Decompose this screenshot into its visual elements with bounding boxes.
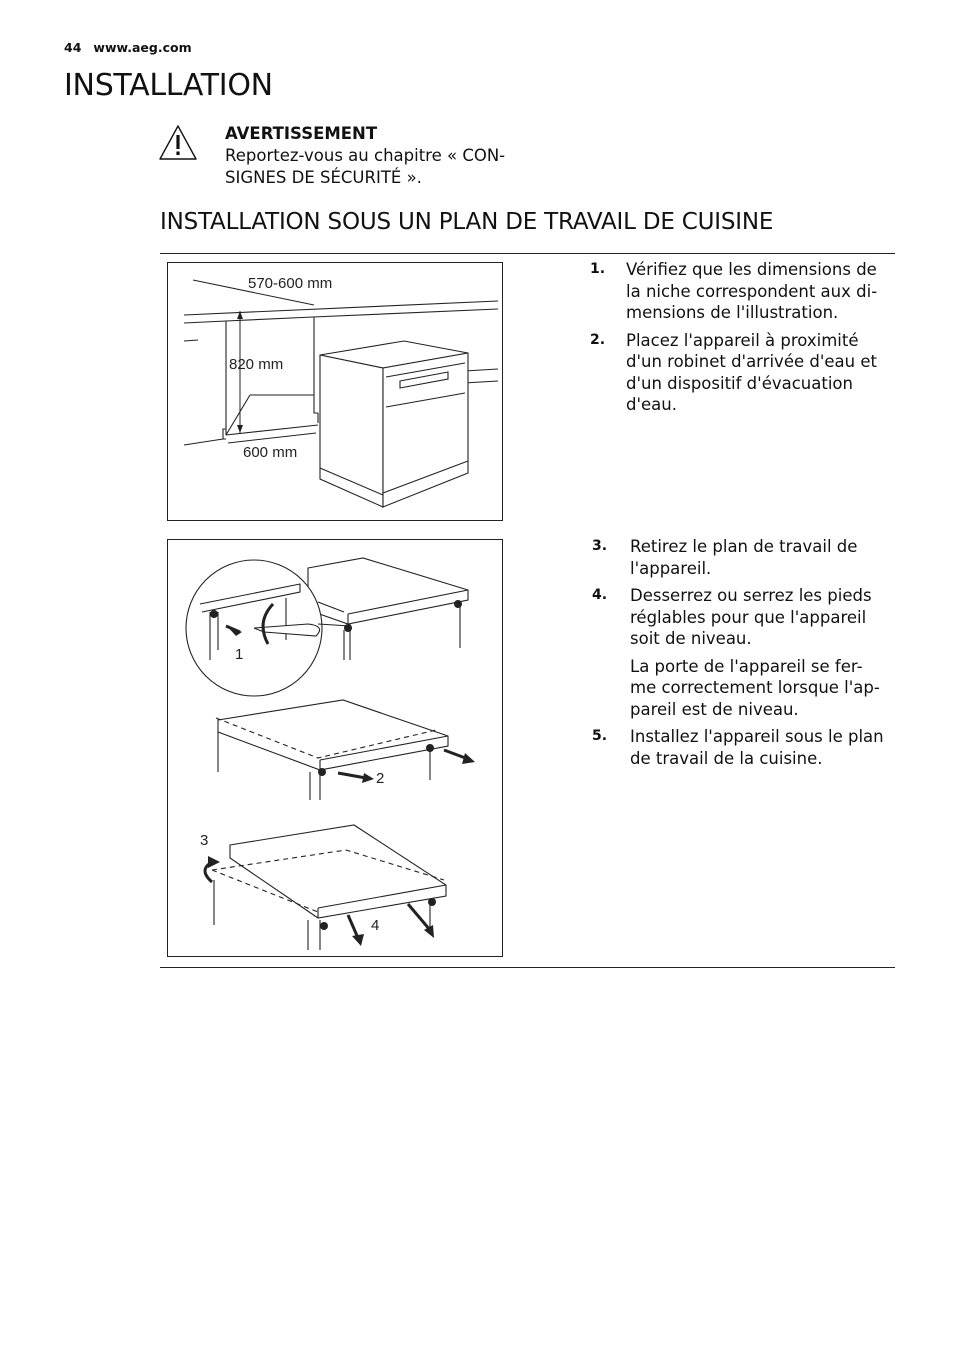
- depth-dimension-label: 600 mm: [243, 444, 298, 461]
- step-text-line: réglables pour que l'appareil: [630, 607, 867, 627]
- steps-group-a: [590, 259, 890, 422]
- step-label-4: 4: [371, 917, 380, 934]
- section-title: INSTALLATION SOUS UN PLAN DE TRAVAIL DE CUISINE: [160, 209, 774, 235]
- niche-dimensions-figure: [167, 262, 503, 521]
- step-4: [592, 585, 892, 650]
- step-text-line: l'appareil.: [630, 558, 712, 578]
- warning-body-line2: SIGNES DE SÉCURITÉ ».: [225, 168, 422, 187]
- step-5: [592, 726, 892, 769]
- step-number: 3.: [592, 538, 608, 554]
- step-number: 4.: [592, 587, 608, 603]
- section-bottom-rule: [160, 967, 895, 968]
- step-text-line: d'eau.: [626, 395, 677, 414]
- warning-body-line1: Reportez-vous au chapitre « CON-: [225, 146, 506, 165]
- step-2: [590, 330, 890, 416]
- step-number: 5.: [592, 728, 608, 744]
- step-text-line: d'un robinet d'arrivée d'eau et: [626, 352, 877, 371]
- step-text-line: mensions de l'illustration.: [626, 303, 839, 322]
- height-dimension-label: 820 mm: [229, 356, 284, 373]
- step-number: 2.: [590, 331, 606, 348]
- note-text-line: La porte de l'appareil se fer-: [630, 656, 863, 676]
- website: www.aeg.com: [93, 40, 192, 55]
- step-3: [592, 536, 892, 579]
- step-text-line: Installez l'appareil sous le plan: [630, 727, 884, 746]
- page-number: 44: [64, 40, 82, 55]
- step-text-line: d'un dispositif d'évacuation: [626, 373, 853, 393]
- step-text-line: la niche correspondent aux di-: [626, 281, 878, 301]
- step-text-line: soit de niveau.: [630, 629, 752, 648]
- width-dimension-label: 570-600 mm: [248, 275, 333, 292]
- step-text-line: de travail de la cuisine.: [630, 748, 823, 768]
- page-title: INSTALLATION: [64, 68, 273, 103]
- step-text-line: Retirez le plan de travail de: [630, 537, 858, 556]
- step-label-3: 3: [200, 832, 209, 849]
- warning-title: AVERTISSEMENT: [225, 124, 378, 143]
- step-label-2: 2: [376, 770, 385, 787]
- step-text-line: Desserrez ou serrez les pieds: [630, 586, 872, 605]
- page-header: [64, 40, 192, 55]
- note-text-line: me correctement lorsque l'ap-: [630, 678, 880, 697]
- levelling-note: [592, 656, 892, 721]
- warning-block: [225, 123, 525, 189]
- step-number: 1.: [590, 261, 606, 277]
- step-text-line: Vérifiez que les dimensions de: [626, 260, 877, 279]
- note-text-line: pareil est de niveau.: [630, 699, 799, 719]
- section-top-rule: [160, 253, 895, 254]
- niche-dimensions-drawing: [168, 263, 502, 520]
- step-1: [590, 259, 890, 324]
- warning-triangle-icon: [158, 124, 198, 162]
- step-text-line: Placez l'appareil à proximité: [626, 330, 859, 350]
- step-label-1: 1: [235, 646, 244, 663]
- levelling-drawing: [168, 540, 502, 956]
- levelling-figure: [167, 539, 503, 957]
- steps-group-b: [592, 536, 892, 775]
